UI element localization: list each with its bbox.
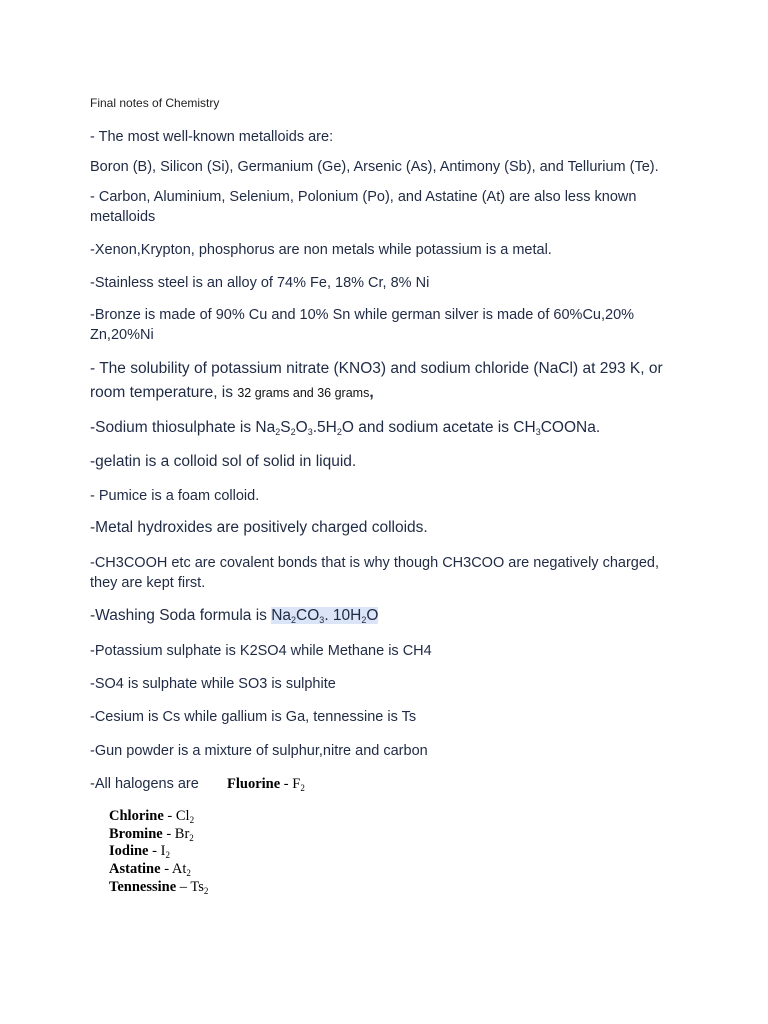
- subscript: 2: [203, 885, 209, 896]
- subscript: 3: [307, 427, 313, 437]
- page-title: Final notes of Chemistry: [90, 96, 220, 110]
- halogen-name: Iodine: [109, 843, 149, 860]
- note-pumice: - Pumice is a foam colloid.: [90, 488, 260, 504]
- halogen-sep: -: [160, 861, 172, 878]
- halogen-sep: -: [280, 776, 293, 792]
- ws-text-4: O: [366, 607, 379, 624]
- note-gelatin: -gelatin is a colloid sol of solid in liquid.: [90, 453, 357, 470]
- note-less-known-metalloids: - Carbon, Aluminium, Selenium, Polonium (Po), and Astatine (At) are also less known metalloids: [90, 189, 637, 225]
- halogen-bromine: [109, 826, 208, 844]
- halogen-sep: -: [162, 825, 175, 842]
- halogen-sep: –: [176, 878, 191, 895]
- halogen-symbol: Br: [174, 825, 190, 842]
- solubility-values: 32 grams and 36 grams: [237, 386, 370, 400]
- halogen-symbol: I: [160, 843, 166, 860]
- halogen-astatine: [109, 861, 208, 879]
- subscript: 2: [275, 427, 281, 437]
- ws-text-3: . 10H: [324, 607, 362, 624]
- solubility-text: - The solubility of potassium nitrate (KNO3) and sodium chloride (NaCl) at 293 K, or room temperature, is: [90, 360, 663, 401]
- note-metal-hydroxides: -Metal hydroxides are positively charged colloids.: [90, 519, 428, 536]
- halogen-sep: -: [148, 843, 161, 860]
- solubility-end: ,: [369, 384, 374, 401]
- halogen-symbol: F: [292, 776, 301, 792]
- note-ch3cooh: -CH3COOH etc are covalent bonds that is why though CH3COO are negatively charged, they are kept first.: [90, 555, 659, 591]
- halogen-fluorine: [227, 774, 305, 794]
- thio-text-6: COONa.: [540, 419, 601, 436]
- note-washing-soda: [90, 606, 680, 626]
- thio-text-5: O and sodium acetate is CH: [341, 419, 536, 436]
- subscript: 2: [189, 815, 195, 825]
- note-solubility: [90, 357, 680, 405]
- subscript: 2: [336, 427, 342, 437]
- halogen-symbol: Cl: [175, 808, 190, 824]
- note-potassium-sulphate: -Potassium sulphate is K2SO4 while Methane is CH4: [90, 643, 432, 659]
- note-bronze: -Bronze is made of 90% Cu and 10% Sn while german silver is made of 60%Cu,20% Zn,20%Ni: [90, 307, 635, 343]
- thio-text-1: -Sodium thiosulphate is Na: [90, 419, 276, 436]
- ws-text-1: Na: [271, 607, 292, 624]
- halogen-symbol: Ts: [190, 878, 204, 895]
- halogen-list: [109, 808, 208, 896]
- halogen-chlorine: [109, 808, 208, 826]
- halogen-sep: -: [163, 808, 176, 824]
- thio-text-3: O: [295, 419, 308, 436]
- subscript: 2: [291, 615, 297, 625]
- halogens-intro: -All halogens are: [90, 776, 199, 792]
- subscript: 2: [189, 832, 194, 843]
- halogen-name: Fluorine: [227, 776, 281, 792]
- subscript: 2: [186, 868, 191, 879]
- note-metalloids-list: Boron (B), Silicon (Si), Germanium (Ge), Arsenic (As), Antimony (Sb), and Tellurium (Te).: [90, 159, 659, 175]
- halogen-iodine: [109, 843, 208, 861]
- halogen-name: Chlorine: [109, 808, 164, 824]
- thio-text-2: S: [280, 419, 291, 436]
- subscript: 3: [535, 427, 541, 437]
- note-metalloids-intro: - The most well-known metalloids are:: [90, 129, 334, 145]
- subscript: 2: [300, 783, 305, 793]
- halogen-tennessine: [109, 879, 208, 897]
- note-sulphate: -SO4 is sulphate while SO3 is sulphite: [90, 676, 336, 692]
- halogen-name: Bromine: [109, 825, 163, 842]
- halogen-name: Astatine: [109, 861, 161, 878]
- note-halogens: [90, 774, 680, 794]
- halogen-symbol: At: [171, 861, 187, 878]
- note-cesium: -Cesium is Cs while gallium is Ga, tennessine is Ts: [90, 709, 417, 725]
- note-gun-powder: -Gun powder is a mixture of sulphur,nitre and carbon: [90, 743, 428, 759]
- note-thiosulphate: [90, 417, 680, 439]
- subscript: 3: [319, 615, 325, 625]
- ws-text-2: CO: [296, 607, 320, 624]
- subscript: 2: [165, 850, 170, 861]
- thio-text-4: .5H: [312, 419, 337, 436]
- subscript: 2: [290, 427, 296, 437]
- halogen-name: Tennessine: [109, 878, 177, 895]
- subscript: 2: [361, 615, 367, 625]
- note-nonmetals: -Xenon,Krypton, phosphorus are non metals while potassium is a metal.: [90, 242, 552, 258]
- note-stainless-steel: -Stainless steel is an alloy of 74% Fe, 18% Cr, 8% Ni: [90, 275, 430, 291]
- washing-soda-formula: [271, 607, 378, 624]
- washing-soda-label: -Washing Soda formula is: [90, 607, 272, 624]
